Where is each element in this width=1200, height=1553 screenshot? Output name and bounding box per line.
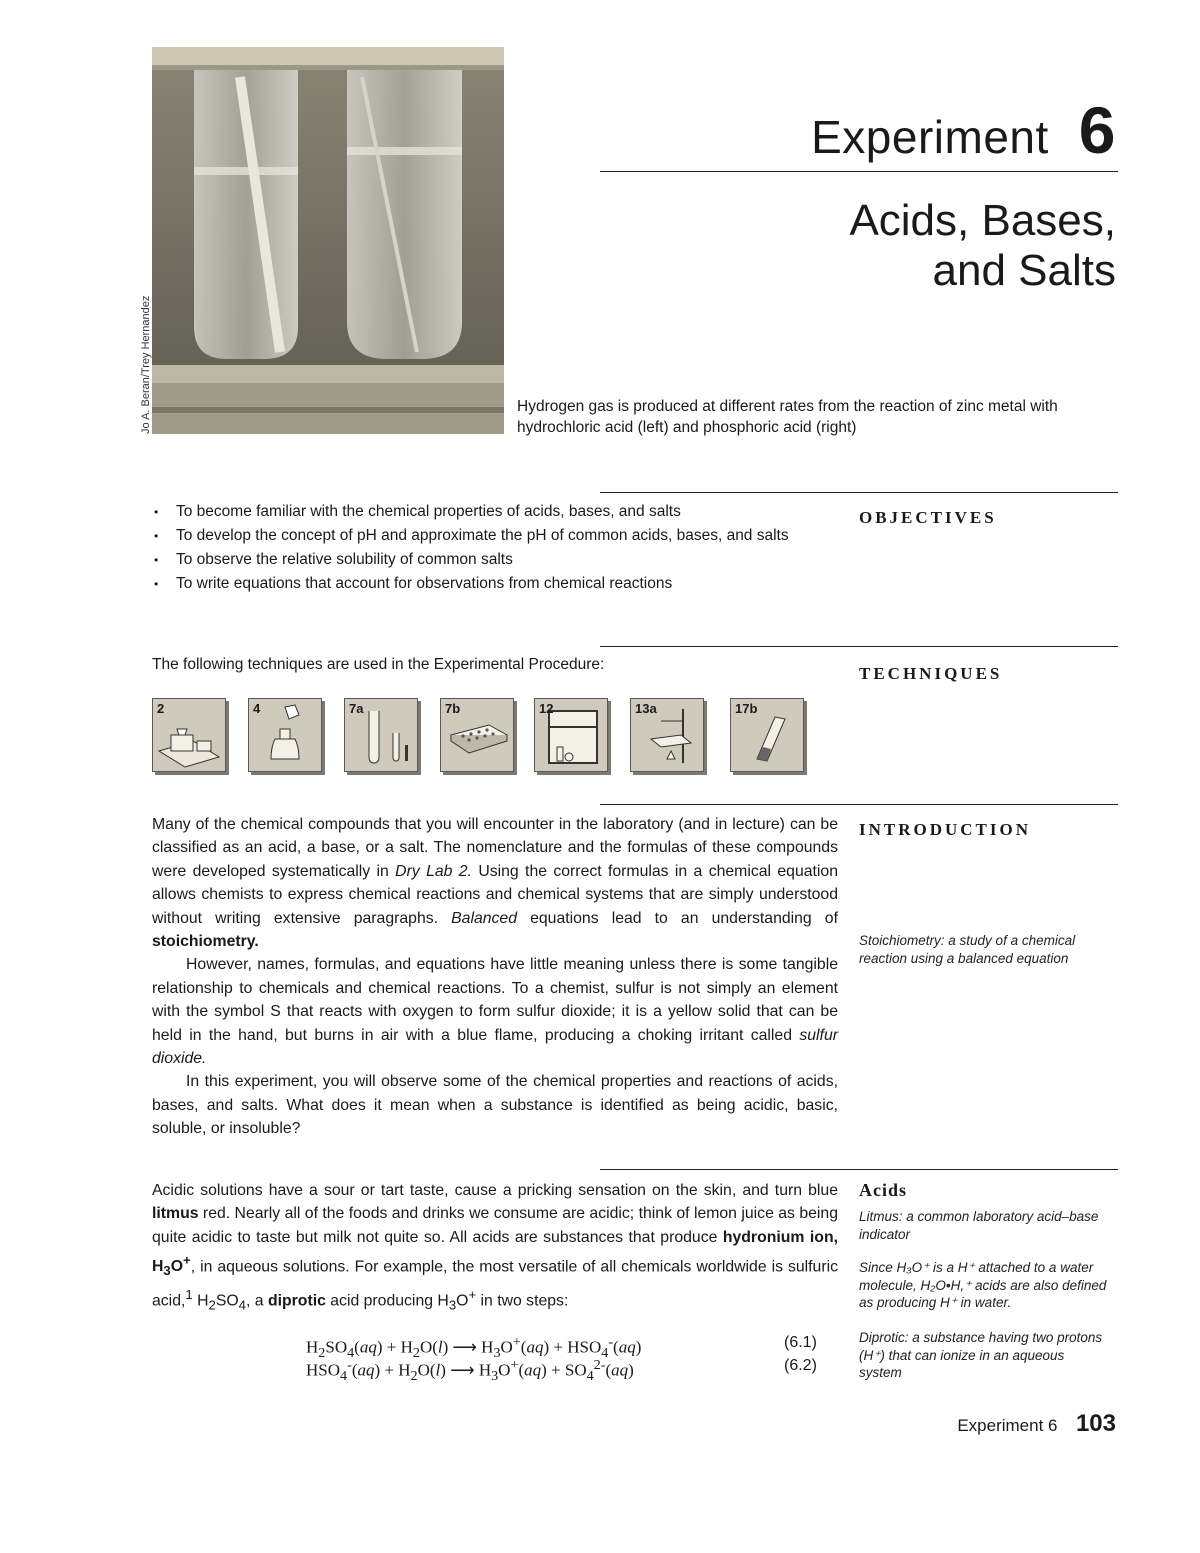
text-run: equations lead to an understanding of [517, 909, 838, 927]
technique-label: 12 [539, 701, 554, 716]
technique-13a [630, 698, 704, 772]
diprotic-term: diprotic [267, 1292, 326, 1310]
hydronium-note: Since H₃O⁺ is a H⁺ attached to a water molecule, H₂O•H,⁺ acids are also defined as producing H⁺ in water. [859, 1260, 1107, 1310]
photo-caption: Hydrogen gas is produced at different rates from the reaction of zinc metal with hydrochloric acid (left) and phosphoric acid (right) [517, 398, 1058, 436]
diprotic-note: Diprotic: a substance having two protons (H⁺) that can ionize in an aqueous system [859, 1330, 1103, 1380]
list-item: • To write equations that account for observations from chemical reactions [152, 572, 838, 596]
technique-label: 7a [349, 701, 364, 716]
technique-7a [344, 698, 418, 772]
text-run: Many of the chemical compounds that you will encounter in the laboratory (and in lecture) can be classified as an acid, a base, or a salt. The nomenclature and the formulas of these compounds were developed systematically in [152, 816, 838, 880]
litmus-term: litmus [152, 1205, 199, 1223]
photo-credit: Jo A. Beran/Trey Hernandez [140, 295, 152, 434]
techniques-heading: TECHNIQUES [859, 664, 1003, 683]
technique-label: 2 [157, 701, 165, 716]
technique-17b [730, 698, 804, 772]
text-run: in two steps: [476, 1292, 569, 1310]
text-run: , in aqueous solutions. For example, the most versatile of all chemicals worldwide is sulfuric acid, [152, 1258, 838, 1310]
text-run: hydronium ion, H [152, 1228, 838, 1276]
text-run: Acidic solutions have a sour or tart taste, cause a pricking sensation on the skin, and turn blue [152, 1182, 838, 1199]
list-item: • To become familiar with the chemical properties of acids, bases, and salts [152, 500, 838, 524]
dry-lab-reference: Dry Lab 2. [395, 862, 472, 880]
experiment-heading [811, 92, 1116, 168]
equation-6-2: $HSO_4^-(aq) + H_2O(l)$ ⟶ $H_3O^+(aq) + SO_4^{2-}(aq)$ [306, 1357, 634, 1385]
experiment-number: 6 [1078, 93, 1116, 167]
technique-12 [534, 698, 608, 772]
text-run: Using the correct formulas in a chemical equation allows chemists to express chemical reactions and chemical systems that are simply understood without writing extensive paragraphs. [152, 862, 838, 927]
text-run: red. Nearly all of the foods and drinks we consume are acidic; think of lemon juice as being quite acidic to taste but milk not quite so. All acids are substances that produce [152, 1205, 838, 1246]
text-run: , a [246, 1292, 268, 1310]
technique-label: 4 [253, 701, 261, 716]
hydronium-term: hydronium ion, $H_3O^+$ [152, 1228, 838, 1279]
acids-text [152, 1179, 838, 1317]
balanced-term: Balanced [451, 909, 517, 927]
introduction-text [152, 813, 838, 1141]
acids-heading: Acids [859, 1180, 908, 1200]
experiment-title [849, 196, 1116, 296]
litmus-note: Litmus: a common laboratory acid–base indicator [859, 1209, 1099, 1242]
test-tubes-photo [152, 47, 504, 434]
technique-7b [440, 698, 514, 772]
technique-4 [248, 698, 322, 772]
footer-label: Experiment 6 [957, 1416, 1058, 1435]
header-rule [600, 171, 1118, 172]
equation-number-6-1: (6.1) [784, 1334, 817, 1351]
test-tubes-illustration [152, 47, 504, 434]
technique-label: 7b [445, 701, 461, 716]
acids-rule [600, 1169, 1118, 1170]
page-number: 103 [1075, 1410, 1116, 1437]
introduction-heading: INTRODUCTION [859, 820, 1032, 839]
text-run: However, names, formulas, and equations have little meaning unless there is some tangible relationship to chemicals and chemical reactions. To a chemist, sulfur is not simply an element with the symbol S that reacts with oxygen to form sulfur dioxide; it is a yellow solid that can be held in the hand, but burns in air with a blue flame, producing a choking irritant called [152, 956, 838, 1044]
introduction-paragraph-3: In this experiment, you will observe some of the chemical properties and reactions of acids, bases, and salts. What does it mean when a substance is identified as being acidic, basic, soluble, or insoluble? [152, 1073, 838, 1138]
introduction-paragraph-2 [152, 953, 838, 1070]
footnote-marker: 1 [185, 1287, 193, 1303]
objectives-list [152, 500, 838, 596]
equation-6-1: $H_2SO_4(aq) + H_2O(l)$ ⟶ $H_3O^+(aq) + HSO_4^-(aq)$ [306, 1334, 642, 1362]
list-item: • To develop the concept of pH and approximate the pH of common acids, bases, and salts [152, 524, 838, 548]
technique-2 [152, 698, 226, 772]
objectives-heading: OBJECTIVES [859, 508, 997, 527]
list-item: • To observe the relative solubility of common salts [152, 548, 838, 572]
stoichiometry-note: Stoichiometry: a study of a chemical reaction using a balanced equation [859, 933, 1076, 966]
title-line-1: Acids, Bases, [849, 196, 1116, 245]
technique-label: 17b [735, 701, 758, 716]
experiment-label: Experiment [811, 111, 1049, 163]
acids-paragraph: Acidic solutions have a sour or tart taste, cause a pricking sensation on the skin, and turn blue litmus red. Nearly all of the foods and drinks we consume are acidic; think of lemon juice as being quite acidic to taste but milk not quite so. All acids are substances that produce hydronium ion, $H_3O^+$, in aqueous solutions. For example, the most versatile of all chemicals worldwide is sulfuric acid,$^1$ $H_2SO_4$, a diprotic acid producing $H_3O^+$ in two steps: [152, 1182, 838, 1313]
text-run: acid producing [325, 1292, 438, 1310]
techniques-rule [600, 646, 1118, 647]
introduction-paragraph-1 [152, 813, 838, 953]
sulfur-dioxide-term: sulfur dioxide. [152, 1026, 838, 1068]
introduction-rule [600, 804, 1118, 805]
stoichiometry-term: stoichiometry. [152, 933, 259, 951]
objectives-rule [600, 492, 1118, 493]
equation-number-6-2: (6.2) [784, 1357, 817, 1374]
technique-label: 13a [635, 701, 657, 716]
techniques-intro: The following techniques are used in the Experimental Procedure: [152, 656, 605, 673]
title-line-2: and Salts [932, 246, 1116, 295]
page-footer [957, 1410, 1116, 1438]
